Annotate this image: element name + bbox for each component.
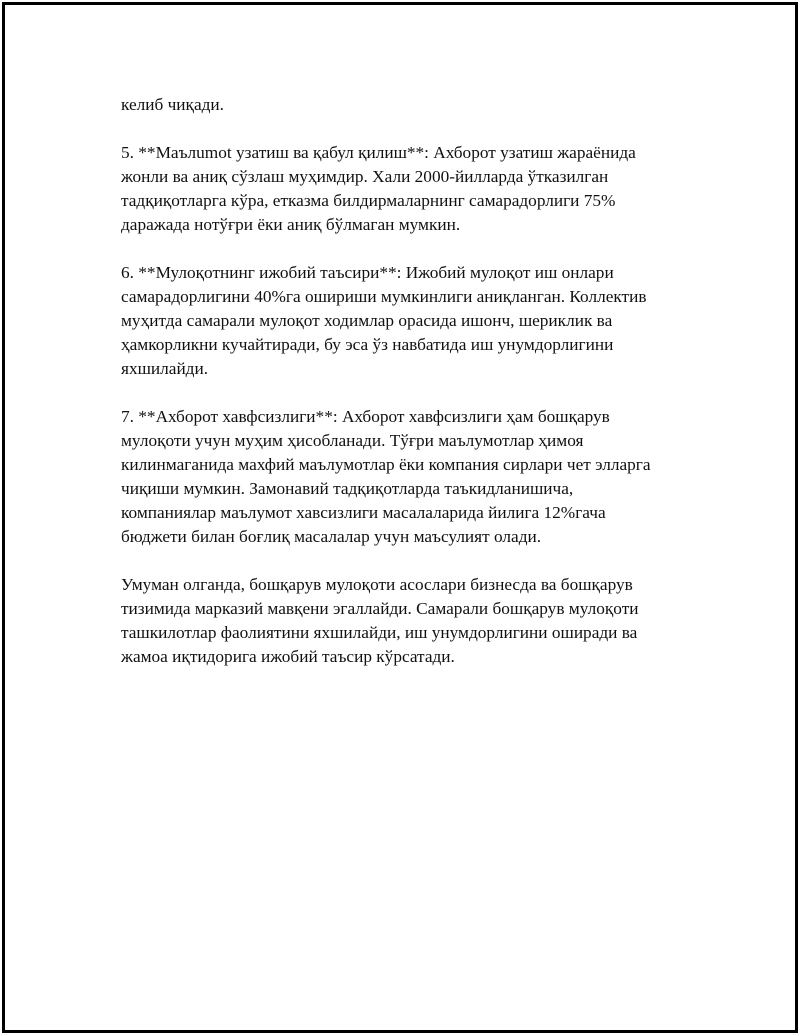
paragraph-conclusion: Умуман олганда, бошқарув мулоқоти асослари бизнесда ва бошқарув тизимида марказий мавқени эгаллайди. Самарали бошқарув мулоқоти ташкилотлар фаолиятини яхшилайди, иш унумдорлигини оширади ва жамоа иқтидорига ижобий таъсир кўрсатади. [121,575,639,666]
paragraph-point-5: 5. **Маълumot узатиш ва қабул қилиш**: Ахборот узатиш жараёнида жонли ва аниқ сўзлаш муҳимдир. Хали 2000-йилларда ўтказилган тадқиқотларга кўра, етказма билдирмаларнинг самарадорлиги 75% даражада нотўғри ёки аниқ бўлмаган мумкин. [121,143,636,234]
paragraph-point-7: 7. **Ахборот хавфсизлиги**: Ахборот хавфсизлиги ҳам бошқарув мулоқоти учун муҳим ҳисобланади. Тўғри маълумотлар ҳимоя килинмаганида махфий маълумотлар ёки компания сирлари чет элларга чиқиши мумкин. Замонавий тадқиқотларда таъкидланишича, компаниялар маълумот хавсизлиги масалаларида йилига 12%гача бюджети билан боғлиқ масалалар учун маъсулият олади. [121,407,651,546]
document-page [2,2,798,1033]
paragraph-point-6: 6. **Мулоқотнинг ижобий таъсири**: Ижобий мулоқот иш онлари самарадорлигини 40%га ошириши мумкинлиги аниқланган. Коллектив муҳитда самарали мулоқот ходимлар орасида ишонч, шериклик ва ҳамкорликни кучайтиради, бу эса ўз навбатида иш унумдорлигини яхшилайди. [121,263,647,378]
paragraph-continuation: келиб чиқади. [121,95,224,114]
document-body [121,93,691,693]
